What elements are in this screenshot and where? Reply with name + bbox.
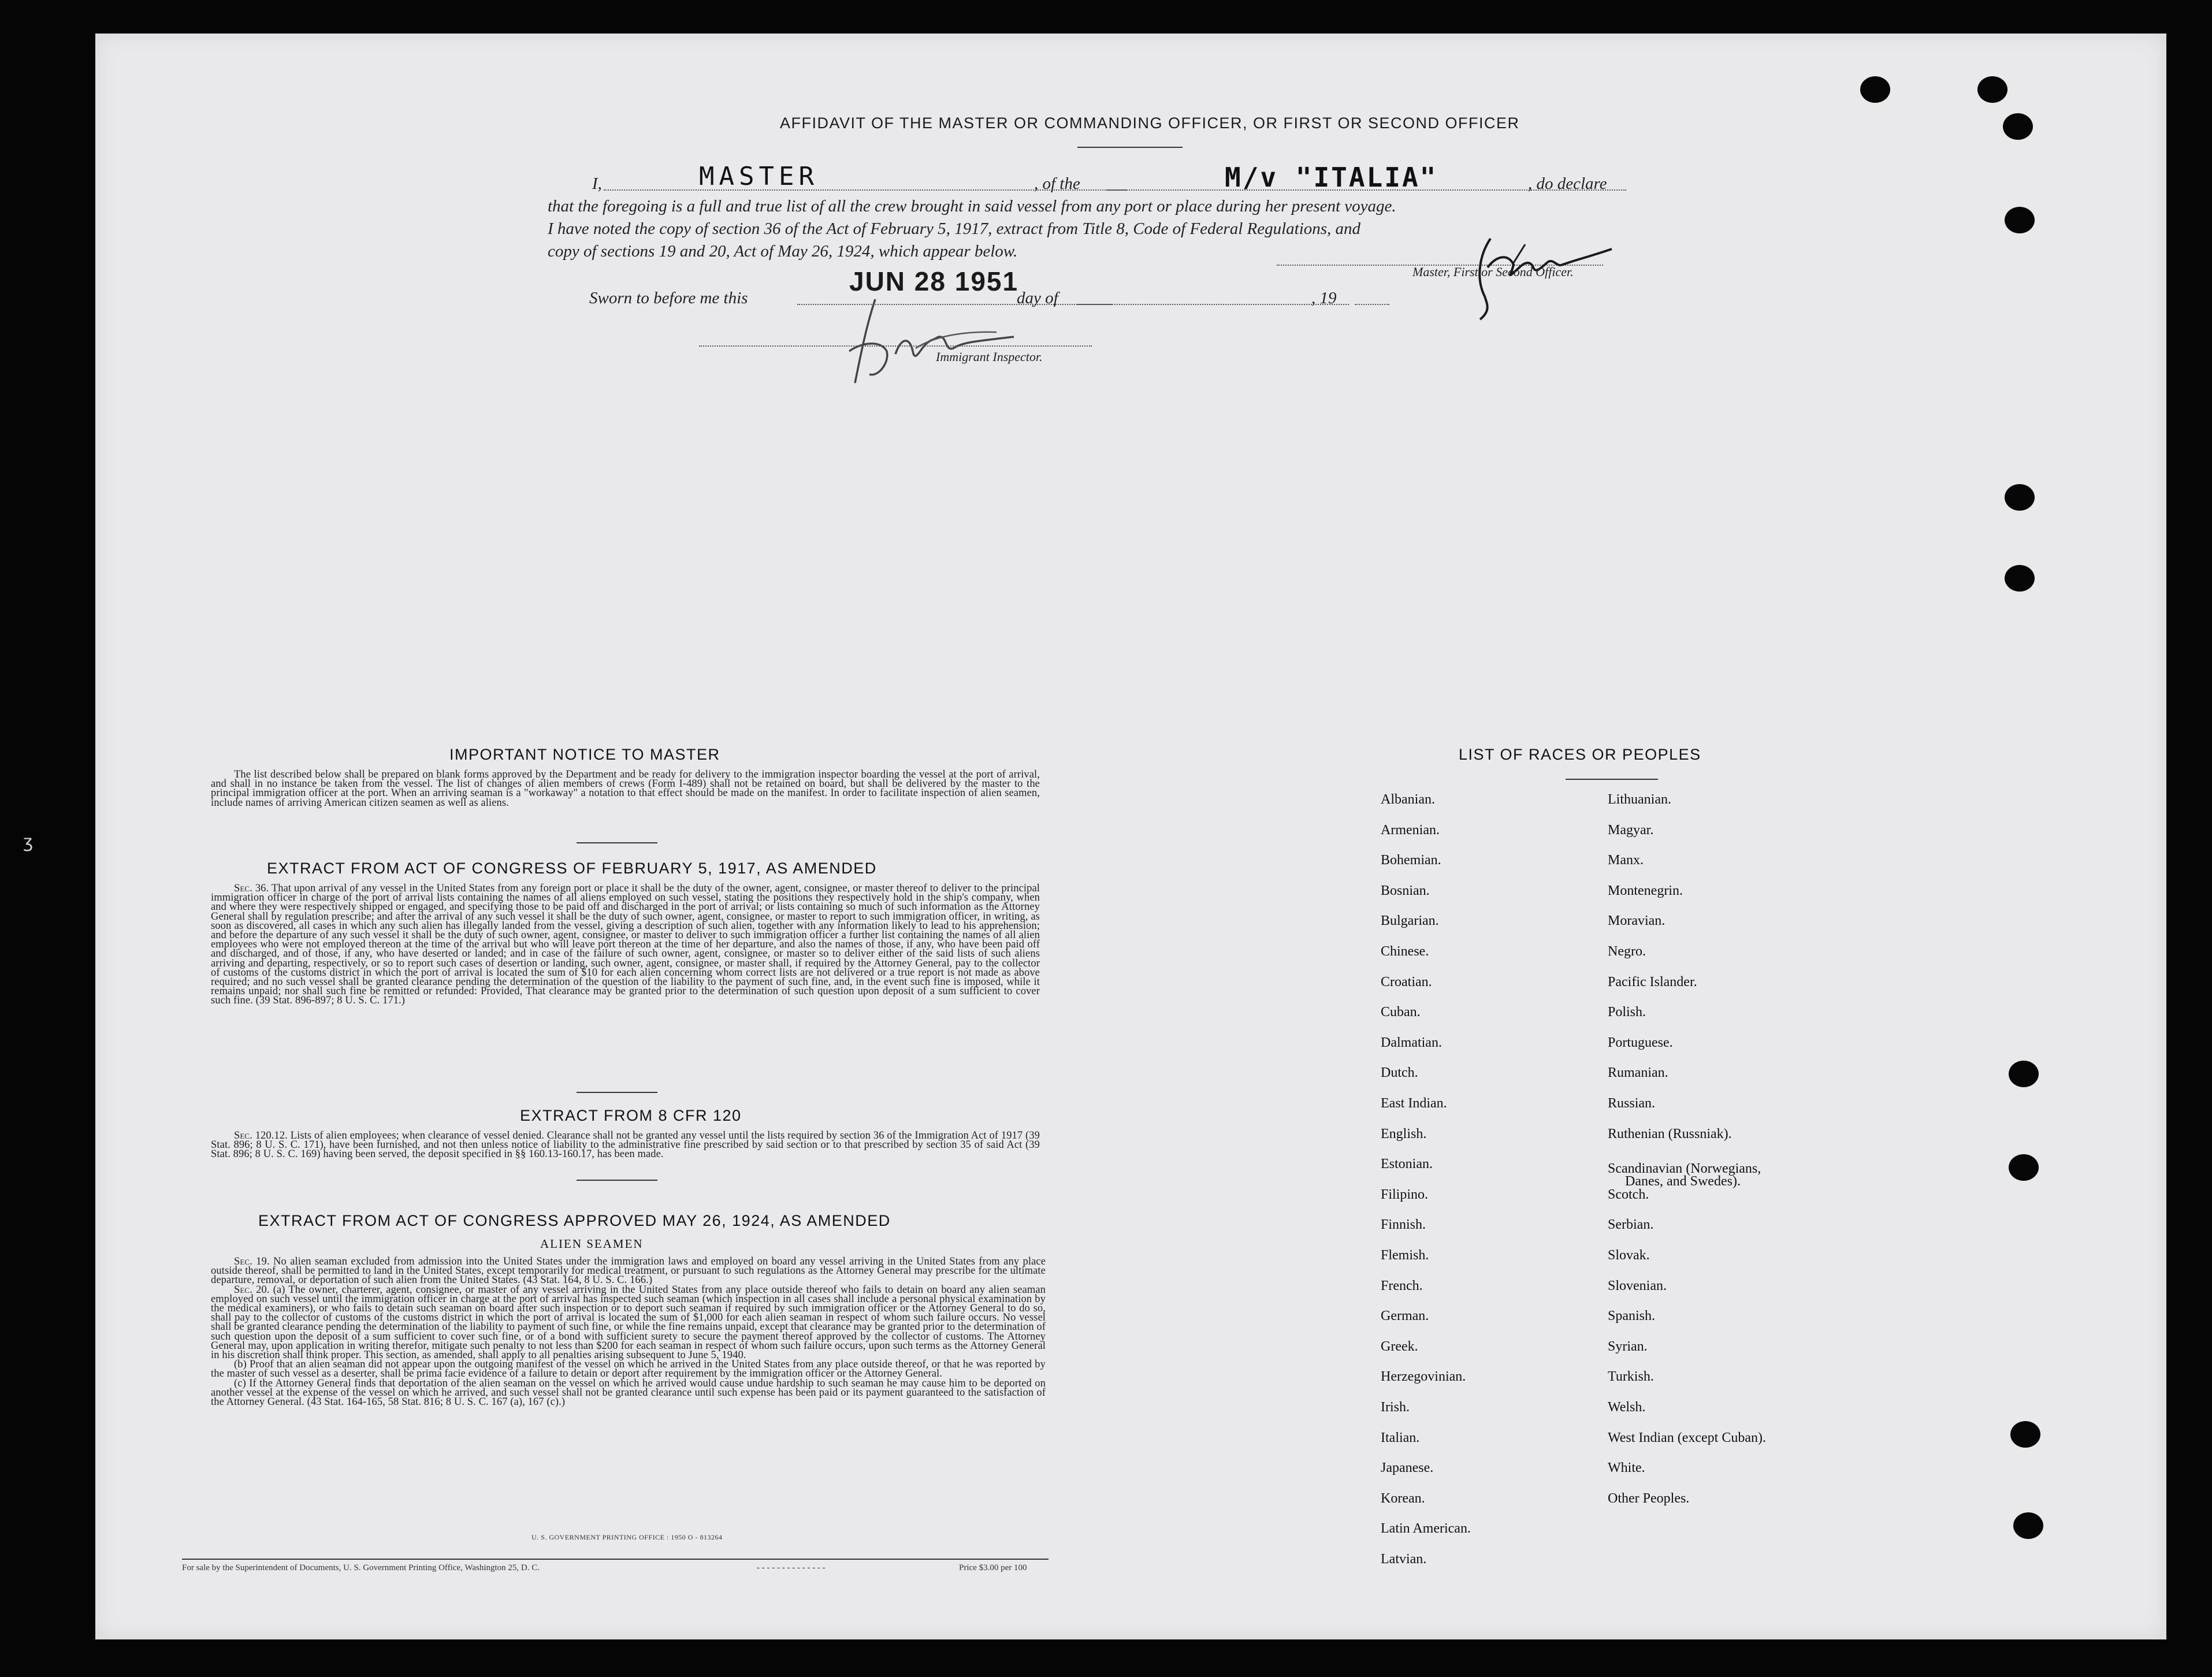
master-caption: Master, First or Second Officer. bbox=[1412, 265, 1574, 279]
race-item: White. bbox=[1608, 1460, 1645, 1476]
sec-20a-paragraph: (a) The owner, charterer, agent, consignee, or master of any vessel arriving in the United States from any place outside thereof who fails to detain on board any alien seaman employed on such vessel until the immigration officer in charge at the port of arrival has inspected such seaman (which inspection in all cases shall include a personal physical examination by the medical examiners), or who fails to detain such seaman on board after such inspection or to deport such seaman if required by such immigration officer or the Attorney General to do so, shall pay to the collector of customs of the customs district in which the port of arrival is located the sum of $1,000 for each alien seaman in respect of whom such failure occurs. No vessel shall be granted clearance pending the determination of the liability to payment of such fine, or while the fine remains unpaid, except that clearance may be granted prior to the determination of such question upon the deposit of a sum sufficient to cover such fine, or of a bond with sufficient surety to secure the payment thereof approved by the collector of customs. The Attorney General may, upon application in writing therefor, mitigate such penalty to not less than $200 for each seaman in respect of whom such failure occurs, upon such terms as the Attorney General in his discretion shall think proper. This section, as amended, shall apply to all penalties arising subsequent to June 5, 1940. bbox=[211, 1284, 1046, 1362]
race-item: English. bbox=[1381, 1126, 1427, 1141]
extract-1917-title: EXTRACT FROM ACT OF CONGRESS OF FEBRUARY 5, 1917, AS AMENDED bbox=[267, 860, 877, 877]
race-item: Ruthenian (Russniak). bbox=[1608, 1126, 1732, 1141]
document-page bbox=[95, 34, 2166, 1639]
race-item: Armenian. bbox=[1381, 822, 1440, 838]
extract-1917-text bbox=[211, 884, 1040, 1006]
race-item: Chinese. bbox=[1381, 944, 1429, 959]
do-declare-label: , do declare bbox=[1528, 174, 1607, 193]
extract-1917-paragraph: That upon arrival of any vessel in the United States from any foreign port or place it shall be the duty of the owner, agent, consignee, or master thereof to deliver to the principal immigration officer in charge of the port of arrival lists containing the names of all aliens employed on such vessel, stating the positions they respectively hold in the ship's company, when and where they were respectively shipped or engaged, and specifying those to be paid off and discharged in the port of arrival; or lists containing so much of such information as the Attorney General shall by regulation prescribe; and after the arrival of any such vessel it shall be the duty of such owner, agent, consignee, or master to report to such immigration officer, in writing, as soon as discovered, all cases in which any such alien has illegally landed from the vessel, giving a description of such alien, together with any information likely to lead to his apprehension; and before the departure of any such vessel it shall be the duty of such owner, agent, consignee, or master to deliver to such immigration officer a further list containing the names of all alien employees who were not employed thereon at the time of the arrival but who will leave port thereon at the time of her departure, and also the names of those, if any, who have been paid off and discharged, and of those, if any, who have deserted or landed; and in case of the failure of such owner, agent, consignee, or master so to deliver either of the said lists of such aliens arriving and departing, respectively, or so to report such cases of desertion or landing, such owner, agent, consignee, or master shall, if required by the Attorney General, pay to the collector of customs of the customs district in which the port of arrival is located the sum of $10 for each alien concerning whom correct lists are not delivered or a true report is not made as above required; and no such vessel shall be granted clearance pending the determination of the question of the liability to the payment of such fine, and, in the event such fine is imposed, while it remains unpaid; nor shall such fine be remitted or refunded: Provided, That clearance may be granted prior to the determination of such question upon deposit of a sum sufficient to cover such fine. (39 Stat. 896-897; 8 U. S. C. 171.) bbox=[211, 883, 1040, 1007]
race-item: Bohemian. bbox=[1381, 853, 1441, 868]
race-item: Polish. bbox=[1608, 1005, 1646, 1020]
races-rule bbox=[1566, 779, 1658, 780]
race-item: Filipino. bbox=[1381, 1187, 1429, 1202]
inspector-caption: Immigrant Inspector. bbox=[936, 349, 1043, 364]
sec-19-label: Sec. 19. bbox=[234, 1256, 270, 1267]
extract-1917-rule bbox=[577, 1092, 657, 1093]
inspector-signature-line bbox=[699, 345, 1092, 347]
sec-20-label: Sec. 20. bbox=[234, 1284, 270, 1296]
race-item: Scotch. bbox=[1608, 1187, 1649, 1202]
race-item: Russian. bbox=[1608, 1096, 1656, 1111]
punch-hole bbox=[2010, 1421, 2040, 1448]
race-item: Italian. bbox=[1381, 1430, 1420, 1445]
race-item: Danes, and Swedes). bbox=[1625, 1174, 1741, 1189]
punch-hole bbox=[2009, 1154, 2039, 1181]
race-item: Lithuanian. bbox=[1608, 792, 1671, 807]
race-item: Manx. bbox=[1608, 853, 1644, 868]
extract-1924-title: EXTRACT FROM ACT OF CONGRESS APPROVED MAY 26, 1924, AS AMENDED bbox=[258, 1212, 891, 1229]
notice-title: IMPORTANT NOTICE TO MASTER bbox=[449, 746, 720, 763]
extract-1924-text bbox=[211, 1257, 1046, 1407]
footer-rule bbox=[182, 1559, 1049, 1560]
sworn-label: Sworn to before me this bbox=[589, 289, 748, 307]
sec-20b-paragraph: (b) Proof that an alien seaman did not appear upon the outgoing manifest of the vessel on which he arrived in the United States from any place outside thereof, or that he was reported by the master of such vessel as a deserter, shall be prima facie evidence of a failure to detain or deport after requirement by the immigration officer or the Attorney General. bbox=[211, 1359, 1046, 1380]
scan-speck: ʒ bbox=[23, 832, 34, 852]
race-item: Greek. bbox=[1381, 1338, 1418, 1354]
sec-20c-paragraph: (c) If the Attorney General finds that deportation of the alien seaman on the vessel on which he arrived would cause undue hardship to such seaman he may cause him to be deported on another vessel at the expense of the vessel on which he arrived, and such vessel shall not be granted clearance until such expense has been paid or its payment guaranteed to the satisfaction of the Attorney General. (43 Stat. 164-165, 58 Stat. 816; 8 U. S. C. 167 (a), 167 (c).) bbox=[211, 1377, 1046, 1408]
race-item: Welsh. bbox=[1608, 1400, 1646, 1415]
extract-cfr-paragraph: Lists of alien employees; when clearance of vessel denied. Clearance shall not be granted any vessel until the lists required by section 36 of the Immigration Act of 1917 (39 Stat. 896; 8 U. S. C. 171), have been furnished, and not then unless notice of liability to the administrative fine prescribed by said section or to that prescribed by section 35 of said Act (39 Stat. 896; 8 U. S. C. 169) having been served, the deposit specified in §§ 160.13-160.17, has been made. bbox=[211, 1130, 1040, 1161]
race-item: Slovak. bbox=[1608, 1248, 1650, 1263]
race-item: Negro. bbox=[1608, 944, 1646, 959]
race-item: Portuguese. bbox=[1608, 1035, 1673, 1050]
punch-hole bbox=[2013, 1512, 2043, 1539]
extract-cfr-text bbox=[211, 1131, 1040, 1159]
punch-hole bbox=[2005, 565, 2035, 592]
alien-seamen-subtitle: ALIEN SEAMEN bbox=[540, 1237, 644, 1251]
inspector-signature bbox=[846, 296, 1020, 397]
printing-office-note: U. S. GOVERNMENT PRINTING OFFICE : 1950 O - 813264 bbox=[531, 1533, 723, 1541]
typed-vessel-name: M/v "ITALIA" bbox=[1225, 162, 1438, 193]
race-item: Scandinavian (Norwegians, bbox=[1608, 1161, 1761, 1177]
race-item: Irish. bbox=[1381, 1400, 1410, 1415]
punch-hole bbox=[1860, 76, 1890, 103]
month-blank bbox=[1077, 304, 1349, 305]
race-item: Latvian. bbox=[1381, 1552, 1427, 1567]
race-item: Albanian. bbox=[1381, 792, 1435, 807]
extract-cfr-rule bbox=[577, 1180, 657, 1181]
race-item: Slovenian. bbox=[1608, 1278, 1667, 1293]
races-title: LIST OF RACES OR PEOPLES bbox=[1459, 746, 1701, 763]
race-item: Estonian. bbox=[1381, 1157, 1433, 1172]
race-item: Dalmatian. bbox=[1381, 1035, 1442, 1050]
affidavit-i-label: I, bbox=[592, 174, 602, 193]
race-item: Other Peoples. bbox=[1608, 1490, 1690, 1506]
race-item: Moravian. bbox=[1608, 913, 1665, 929]
race-item: Montenegrin. bbox=[1608, 883, 1683, 898]
affidavit-line-2: that the foregoing is a full and true list of all the crew brought in said vessel from any port or place during her present voyage. bbox=[548, 197, 1396, 215]
race-item: Korean. bbox=[1381, 1490, 1425, 1506]
notice-paragraph: The list described below shall be prepared on blank forms approved by the Department and be ready for delivery to the immigration inspector boarding the vessel at the port of arrival, and shall in no instance be taken from the vessel. The list of changes of alien members of crews (Form I-489) shall not be retained on board, but shall be delivered by the master to the principal immigration officer at the port. When an arriving seaman is a "workaway" a notation to that effect should be made on the manifest. In order to facilitate inspection of alien seamen, include names of arriving American citizen seamen as well as aliens. bbox=[211, 769, 1040, 809]
race-item: Spanish. bbox=[1608, 1308, 1656, 1324]
race-item: Flemish. bbox=[1381, 1248, 1429, 1263]
typed-name: MASTER bbox=[699, 162, 819, 191]
punch-hole bbox=[2003, 113, 2033, 140]
race-item: Syrian. bbox=[1608, 1338, 1648, 1354]
punch-hole bbox=[2005, 484, 2035, 511]
race-item: Magyar. bbox=[1608, 822, 1654, 838]
footer-price: Price $3.00 per 100 bbox=[959, 1563, 1027, 1572]
punch-hole bbox=[2005, 207, 2035, 233]
race-item: Japanese. bbox=[1381, 1460, 1434, 1476]
punch-hole bbox=[1977, 76, 2007, 103]
date-stamp: JUN 28 1951 bbox=[849, 266, 1019, 296]
affidavit-title: AFFIDAVIT OF THE MASTER OR COMMANDING OFFICER, OR FIRST OR SECOND OFFICER bbox=[780, 114, 1520, 132]
affidavit-line-3: I have noted the copy of section 36 of the Act of February 5, 1917, extract from Title 8, Code of Federal Regulations, and bbox=[548, 220, 1361, 238]
race-item: East Indian. bbox=[1381, 1096, 1447, 1111]
race-item: Croatian. bbox=[1381, 974, 1432, 990]
title-rule bbox=[1077, 147, 1183, 148]
extract-cfr-section-label: Sec. 120.12. bbox=[234, 1130, 288, 1141]
race-item: Pacific Islander. bbox=[1608, 974, 1697, 990]
race-item: Bosnian. bbox=[1381, 883, 1430, 898]
race-item: Cuban. bbox=[1381, 1005, 1421, 1020]
race-item: Bulgarian. bbox=[1381, 913, 1439, 929]
day-of-label: day of bbox=[1017, 289, 1058, 307]
race-item: German. bbox=[1381, 1308, 1429, 1324]
sec-19-paragraph: No alien seaman excluded from admission into the United States under the immigration laws and employed on board any vessel arriving in the United States from any place outside thereof, shall be permitted to land in the United States, except temporarily for medical treatment, or pursuant to such regulations as the Attorney General may prescribe for the ultimate departure, removal, or deportation of such alien from the United States. (43 Stat. 164, 8 U. S. C. 166.) bbox=[211, 1256, 1046, 1286]
year-blank bbox=[1355, 304, 1389, 305]
race-item: Finnish. bbox=[1381, 1217, 1426, 1233]
race-item: Rumanian. bbox=[1608, 1065, 1668, 1081]
master-signature bbox=[1456, 233, 1623, 331]
extract-1917-section-label: Sec. 36. bbox=[234, 883, 269, 894]
race-item: Turkish. bbox=[1608, 1369, 1654, 1385]
footer-dashes: - - - - - - - - - - - - - - bbox=[757, 1563, 826, 1572]
extract-cfr-title: EXTRACT FROM 8 CFR 120 bbox=[520, 1107, 742, 1124]
notice-rule bbox=[577, 842, 657, 843]
notice-text bbox=[211, 770, 1040, 808]
race-item: Herzegovinian. bbox=[1381, 1369, 1466, 1385]
affidavit-line-4: copy of sections 19 and 20, Act of May 26, 1924, which appear below. bbox=[548, 242, 1018, 261]
race-item: Dutch. bbox=[1381, 1065, 1418, 1081]
race-item: Latin American. bbox=[1381, 1521, 1471, 1537]
of-the-label: , of the bbox=[1034, 174, 1080, 193]
footer-sale-note: For sale by the Superintendent of Documents, U. S. Government Printing Office, Washington 25, D. C. bbox=[182, 1563, 540, 1572]
race-item: Serbian. bbox=[1608, 1217, 1654, 1233]
race-item: French. bbox=[1381, 1278, 1423, 1293]
punch-hole bbox=[2009, 1061, 2039, 1087]
race-item: West Indian (except Cuban). bbox=[1608, 1430, 1766, 1445]
year-prefix: , 19 bbox=[1311, 289, 1337, 307]
